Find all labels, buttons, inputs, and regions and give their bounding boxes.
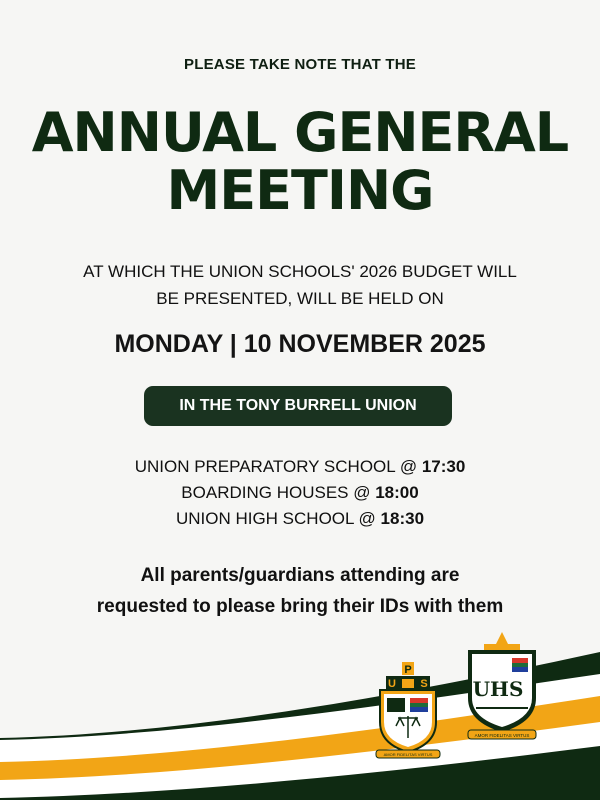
crest-letter-s: S: [420, 678, 428, 690]
parents-note-line-2: requested to please bring their IDs with them: [96, 596, 504, 617]
schedule-item-time: 18:00: [375, 483, 419, 502]
uhs-crest-motto: AMOR FIDELITAS VIRTUS: [474, 733, 530, 738]
page-title: [0, 101, 600, 222]
schedule-item-time: 17:30: [421, 457, 466, 476]
schedule-item: [0, 506, 600, 532]
notice-heading: PLEASE TAKE NOTE THAT THE: [184, 56, 416, 73]
intro-text: [40, 258, 560, 312]
schedule-item-name: UNION PREPARATORY SCHOOL @: [134, 457, 422, 476]
ups-crest-logo: [372, 660, 444, 760]
schedule-item: [0, 454, 600, 480]
schedule-list: [0, 454, 600, 532]
ups-crest-motto: AMOR FIDELITAS VIRTUS: [383, 752, 433, 757]
uhs-crest-logo: [462, 630, 542, 740]
schedule-item-name: BOARDING HOUSES @: [181, 483, 376, 502]
schedule-item: [0, 480, 600, 506]
schedule-item-name: UNION HIGH SCHOOL @: [175, 509, 381, 528]
title-line-1: ANNUAL GENERAL: [31, 101, 569, 164]
parents-note: [40, 560, 560, 622]
crest-letter-p: P: [404, 664, 412, 676]
crest-letter-u: U: [388, 678, 396, 690]
uhs-crest-monogram: UHS: [472, 677, 524, 701]
meeting-date: MONDAY | 10 NOVEMBER 2025: [114, 330, 486, 358]
intro-line-2: BE PRESENTED, WILL BE HELD ON: [156, 289, 444, 308]
intro-line-1: AT WHICH THE UNION SCHOOLS' 2026 BUDGET WILL: [83, 262, 517, 281]
title-line-2: MEETING: [166, 159, 434, 222]
parents-note-line-1: All parents/guardians attending are: [140, 565, 460, 586]
schedule-item-time: 18:30: [380, 509, 425, 528]
venue-badge: IN THE TONY BURRELL UNION: [144, 386, 452, 426]
